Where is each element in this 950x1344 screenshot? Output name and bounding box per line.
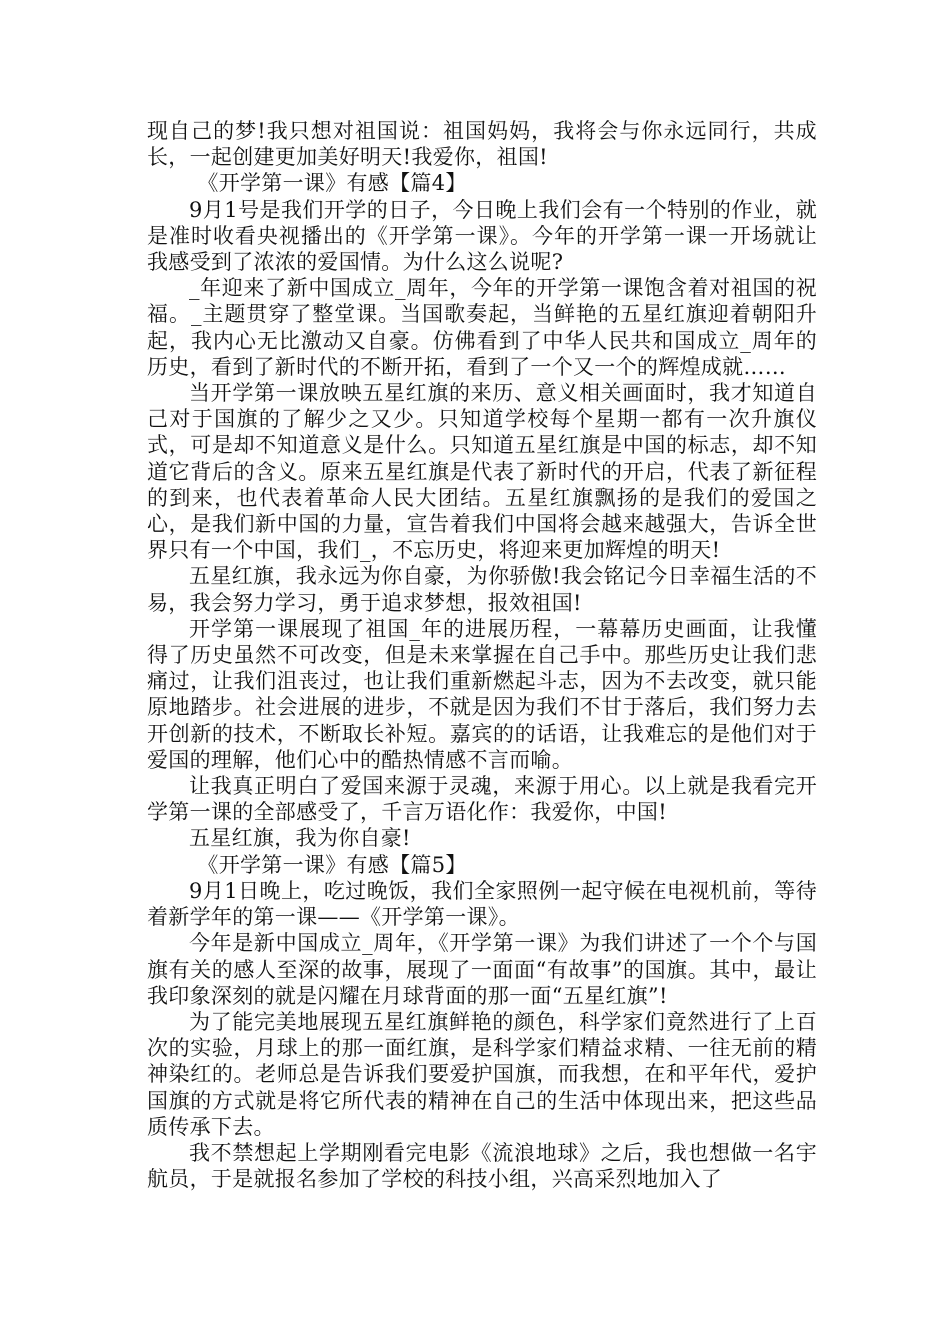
paragraph-continuation: 现自己的梦!我只想对祖国说：祖国妈妈，我将会与你永远同行，共成长，一起创建更加美好明天!我爱你，祖国! bbox=[147, 119, 817, 170]
paragraph: 为了能完美地展现五星红旗鲜艳的颜色，科学家们竟然进行了上百次的实验，月球上的那一面红旗，是科学家们精益求精、一往无前的精神染红的。老师总是告诉我们要爱护国旗，而我想，在和平年代，爱护国旗的方式就是将它所代表的精神在自己的生活中体现出来，把这些品质传承下去。 bbox=[147, 1009, 817, 1139]
paragraph: 开学第一课展现了祖国_年的进展历程，一幕幕历史画面，让我懂得了历史虽然不可改变，但是未来掌握在自己手中。那些历史让我们悲痛过，让我们沮丧过，也让我们重新燃起斗志，因为不去改变，就只能原地踏步。社会进展的进步，不就是因为我们不甘于落后，我们努力去开创新的技术，不断取长补短。嘉宾的的话语，让我难忘的是他们对于爱国的理解，他们心中的酷热情感不言而喻。 bbox=[147, 616, 817, 772]
document-body bbox=[147, 118, 817, 1192]
paragraph: 我不禁想起上学期刚看完电影《流浪地球》之后，我也想做一名宇航员，于是就报名参加了学校的科技小组，兴高采烈地加入了 bbox=[147, 1140, 817, 1192]
paragraph: 当开学第一课放映五星红旗的来历、意义相关画面时，我才知道自己对于国旗的了解少之又少。只知道学校每个星期一都有一次升旗仪式，可是却不知道意义是什么。只知道五星红旗是中国的标志，却不知道它背后的含义。原来五星红旗是代表了新时代的开启，代表了新征程的到来，也代表着革命人民大团结。五星红旗飘扬的是我们的爱国之心，是我们新中国的力量，宣告着我们中国将会越来越强大，告诉全世界只有一个中国，我们_，不忘历史，将迎来更加辉煌的明天! bbox=[147, 381, 817, 563]
paragraph: 9月1号是我们开学的日子，今日晚上我们会有一个特别的作业，就是准时收看央视播出的《开学第一课》。今年的开学第一课一开场就让我感受到了浓浓的爱国情。为什么这么说呢? bbox=[147, 197, 817, 275]
paragraph: 五星红旗，我为你自豪! bbox=[189, 826, 411, 851]
paragraph: 9月1日晚上，吃过晚饭，我们全家照例一起守候在电视机前，等待着新学年的第一课——《开学第一课》。 bbox=[147, 878, 817, 930]
paragraph: 让我真正明白了爱国来源于灵魂，来源于用心。以上就是我看完开学第一课的全部感受了，千言万语化作：我爱你，中国! bbox=[147, 774, 817, 825]
section-heading-part-5: 《开学第一课》有感【篇5】 bbox=[197, 852, 467, 877]
paragraph: 五星红旗，我永远为你自豪，为你骄傲!我会铭记今日幸福生活的不易，我会努力学习，勇于追求梦想，报效祖国! bbox=[147, 564, 817, 615]
paragraph: 今年是新中国成立_周年，《开学第一课》为我们讲述了一个个与国旗有关的感人至深的故事，展现了一面面“有故事”的国旗。其中，最让我印象深刻的就是闪耀在月球背面的那一面“五星红旗”! bbox=[147, 931, 817, 1008]
paragraph: _年迎来了新中国成立_周年，今年的开学第一课饱含着对祖国的祝福。_主题贯穿了整堂课。当国歌奏起，当鲜艳的五星红旗迎着朝阳升起，我内心无比激动又自豪。仿佛看到了中华人民共和国成立_周年的历史，看到了新时代的不断开拓，看到了一个又一个的辉煌成就…… bbox=[147, 276, 817, 379]
section-heading-part-4: 《开学第一课》有感【篇4】 bbox=[197, 171, 467, 196]
